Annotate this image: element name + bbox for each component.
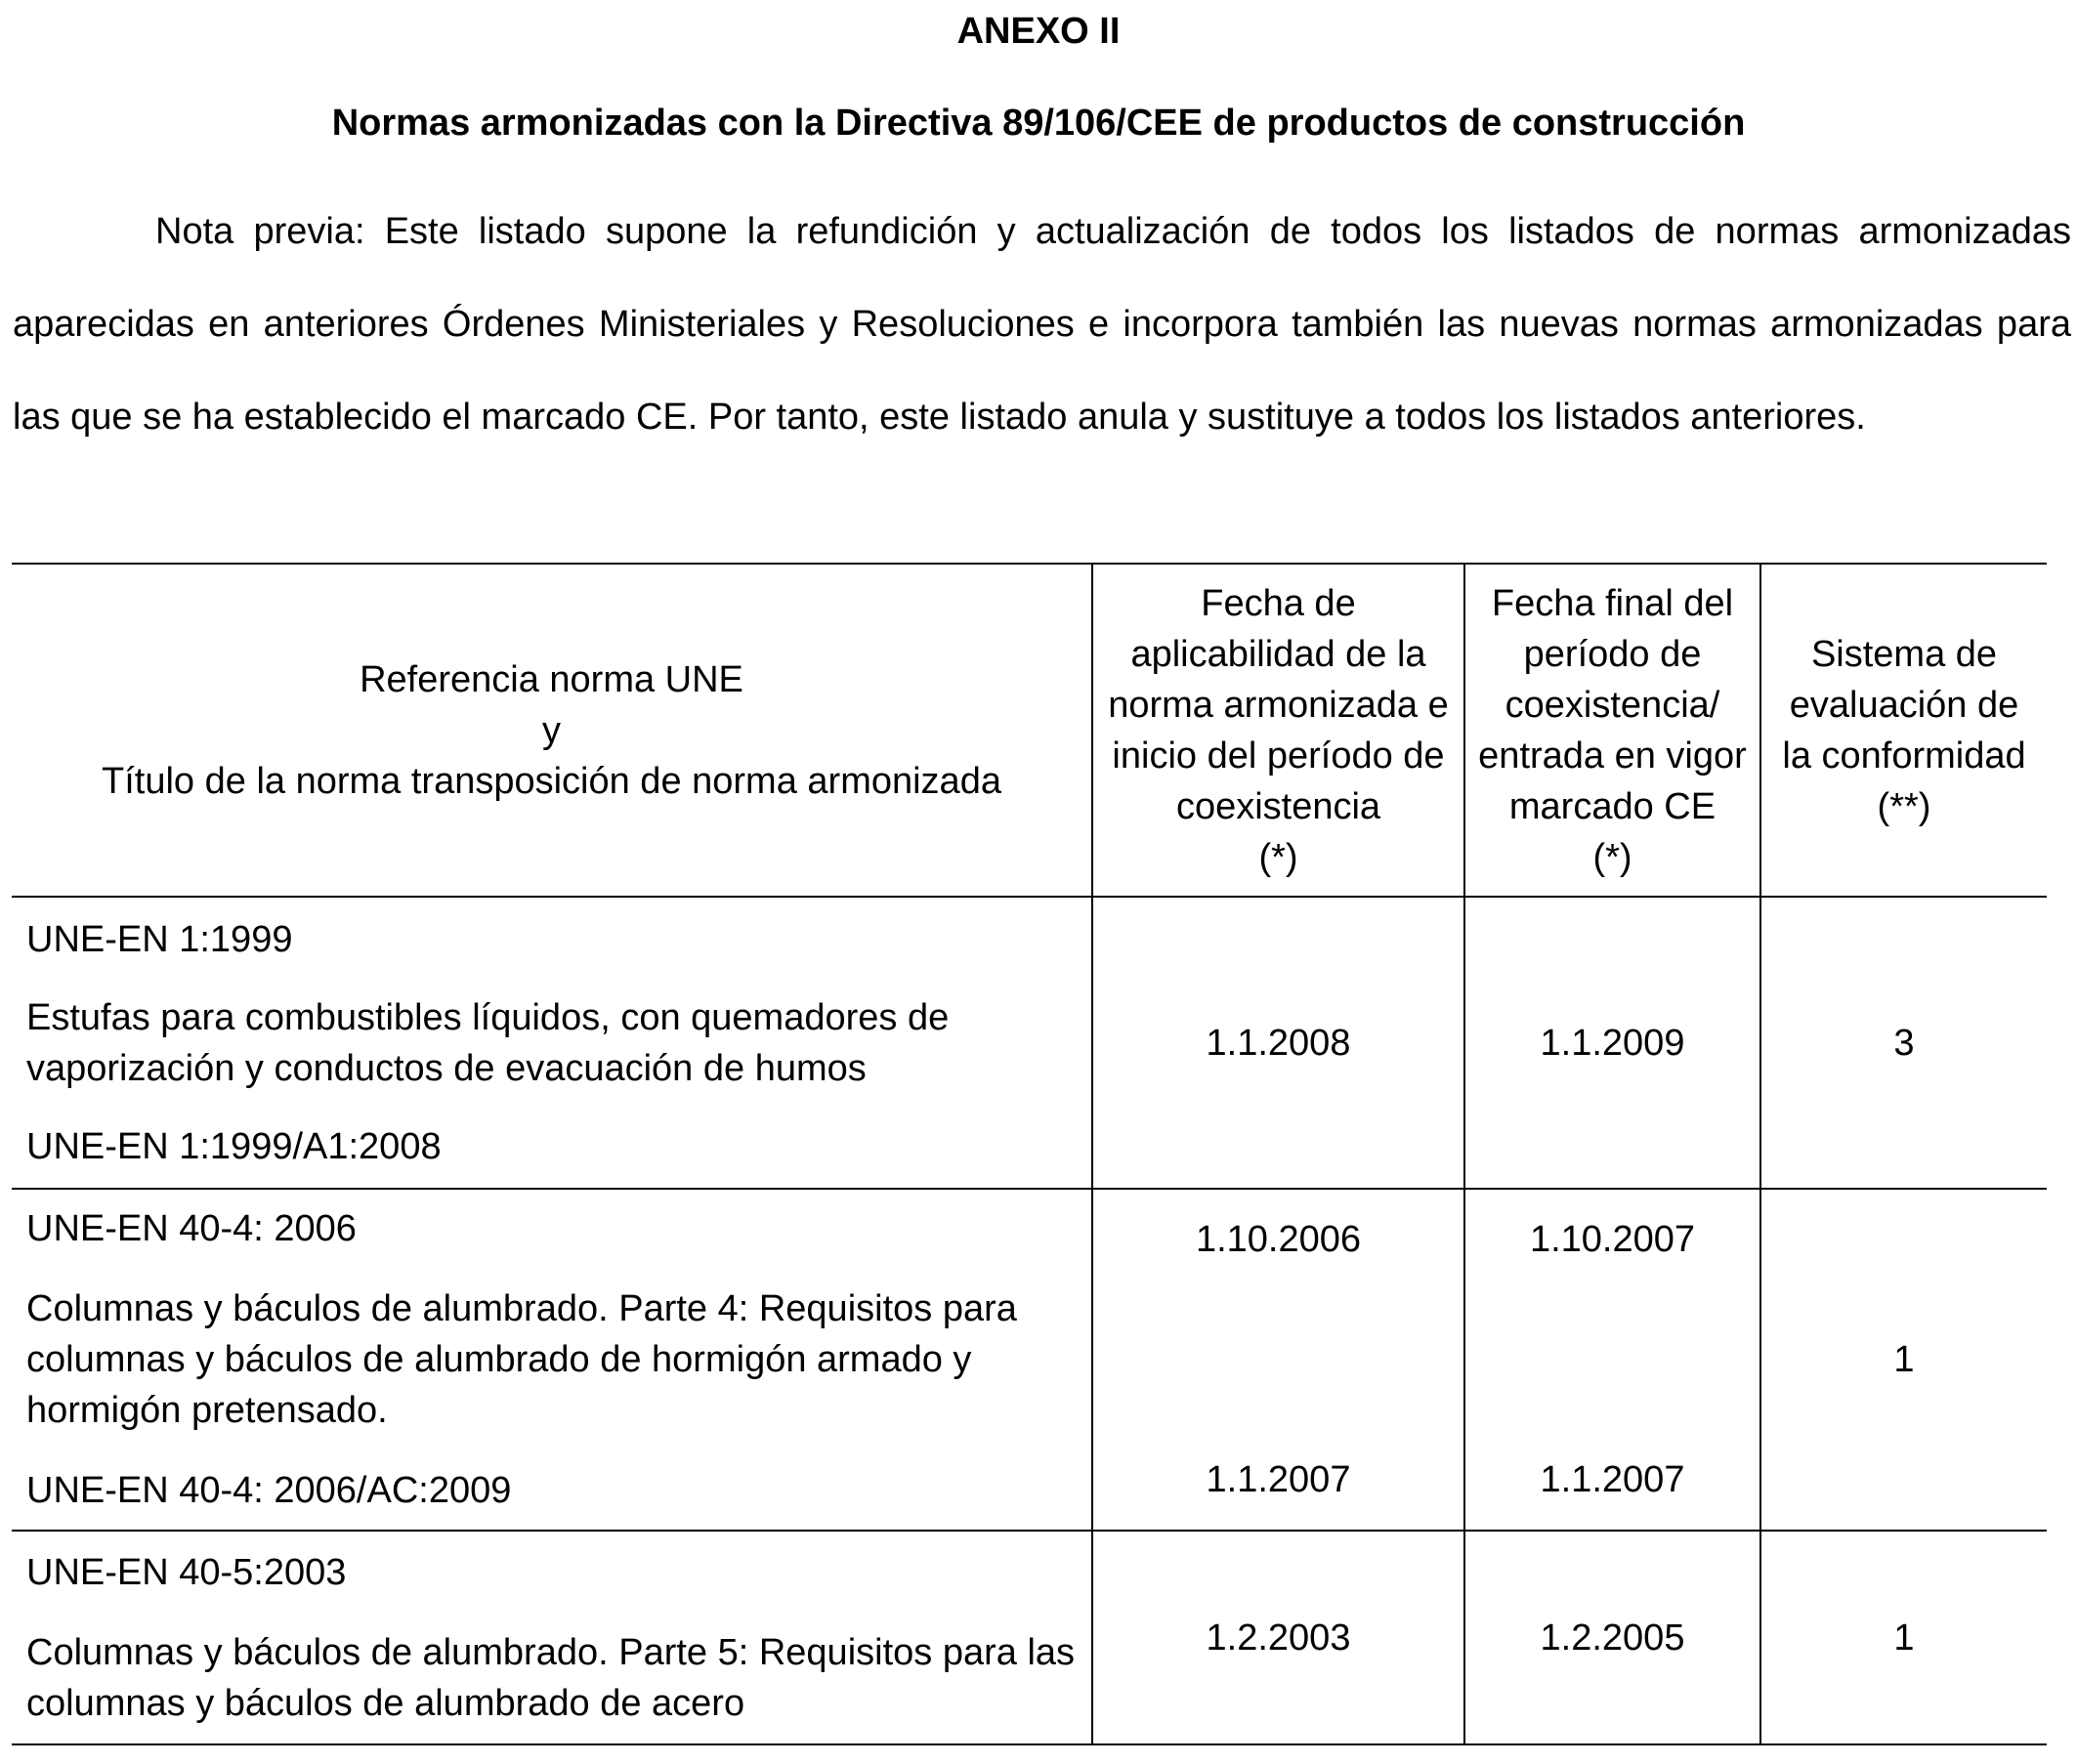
ref-cell [12, 1531, 1092, 1744]
table-row [12, 1189, 2047, 1531]
header-fecha-aplicabilidad: Fecha de aplicabilidad de la norma armonizada e inicio del período de coexistencia (*) [1092, 564, 1464, 897]
norm-amendment: UNE-EN 40-4: 2006/AC:2009 [26, 1470, 512, 1511]
table-header-row [12, 564, 2047, 897]
fecha-final: 1.1.2009 [1464, 897, 1760, 1189]
norm-ref: UNE-EN 40-4: 2006 [26, 1208, 357, 1249]
fecha-final-cell [1464, 1189, 1760, 1531]
table-row [12, 1531, 2047, 1744]
sistema: 3 [1760, 897, 2047, 1189]
fecha-aplicabilidad: 1.1.2008 [1092, 897, 1464, 1189]
header-ref: Referencia norma UNE y Título de la norma transposición de norma armonizada [12, 564, 1092, 897]
norm-title-cont: vaporización y conductos de evacuación de humos [26, 1047, 867, 1089]
norm-ref: UNE-EN 1:1999 [26, 918, 293, 960]
norm-title: Columnas y báculos de alumbrado. Parte 4: Requisitos para [26, 1288, 1017, 1329]
norm-title-cont: columnas y báculos de alumbrado de hormigón armado y [26, 1339, 972, 1380]
fecha-final: 1.2.2005 [1464, 1531, 1760, 1744]
amendment-fecha-final: 1.1.2007 [1540, 1459, 1685, 1500]
norm-ref: UNE-EN 40-5:2003 [26, 1551, 347, 1593]
norms-table [12, 563, 2047, 1745]
norm-title-cont: hormigón pretensado. [26, 1390, 388, 1431]
sistema: 1 [1760, 1189, 2047, 1531]
norm-title: Columnas y báculos de alumbrado. Parte 5: Requisitos para las [26, 1631, 1076, 1673]
fecha-aplicabilidad-cell [1092, 1189, 1464, 1531]
norm-title-cont: columnas y báculos de alumbrado de acero [26, 1682, 745, 1724]
norm-amendment: UNE-EN 1:1999/A1:2008 [26, 1125, 442, 1167]
annex-title: ANEXO II [956, 11, 1121, 52]
intro-note: Nota previa: Este listado supone la refundición y actualización de todos los listados de normas armonizadas aparecidas en anteriores Órdenes Ministeriales y Resoluciones e incorpora también las nuevas normas armonizadas para las que se ha establecido el marcado CE. Por tanto, este listado anula y sustituye a todos los listados anteriores. [13, 211, 2071, 438]
fecha-aplicabilidad: 1.10.2006 [1195, 1219, 1362, 1260]
ref-cell [12, 1189, 1092, 1531]
fecha-final: 1.10.2007 [1529, 1219, 1696, 1260]
header-fecha-final: Fecha final del período de coexistencia/ entrada en vigor marcado CE (*) [1464, 564, 1760, 897]
sistema: 1 [1760, 1531, 2047, 1744]
norm-title: Estufas para combustibles líquidos, con quemadores de [26, 996, 950, 1038]
amendment-fecha-aplicabilidad: 1.1.2007 [1206, 1459, 1351, 1500]
document-subtitle: Normas armonizadas con la Directiva 89/106/CEE de productos de construcción [331, 103, 1746, 144]
header-sistema: Sistema de evaluación de la conformidad (**) [1760, 564, 2047, 897]
ref-cell [12, 897, 1092, 1189]
fecha-aplicabilidad: 1.2.2003 [1092, 1531, 1464, 1744]
table-row [12, 897, 2047, 1189]
